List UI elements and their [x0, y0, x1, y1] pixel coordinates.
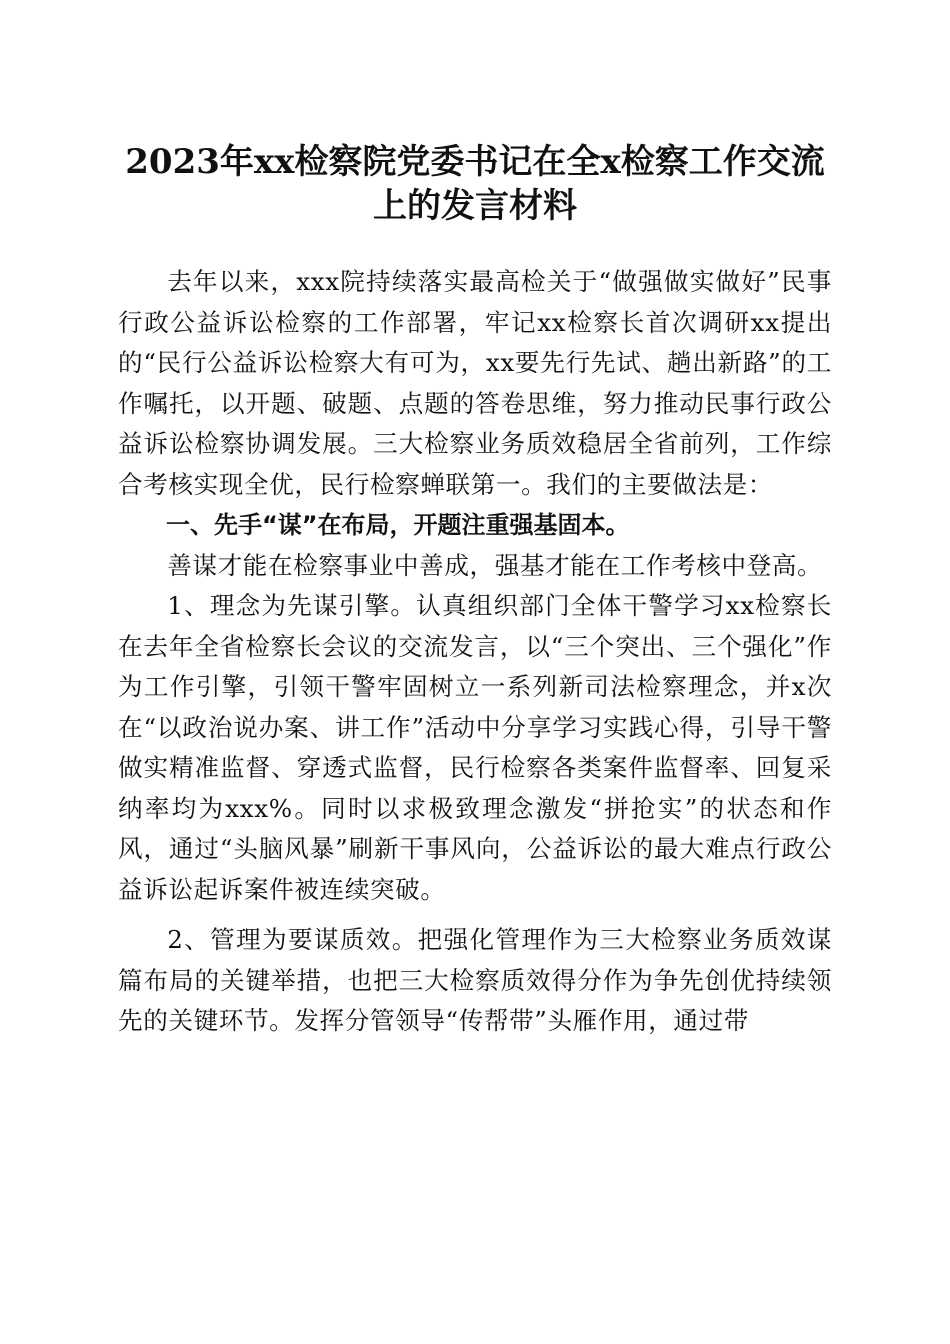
document-body	[118, 262, 832, 1042]
point-2-paragraph: 2、管理为要谋质效。把强化管理作为三大检察业务质效谋篇布局的关键举措，也把三大检察质效得分作为争先创优持续领先的关键环节。发挥分管领导“传帮带”头雁作用，通过带	[118, 925, 832, 1035]
section-1-summary: 善谋才能在检察事业中善成，强基才能在工作考核中登高。	[167, 550, 823, 580]
section-heading-1: 一、先手“谋”在布局，开题注重强基固本。	[166, 511, 630, 539]
intro-paragraph: 去年以来，xxx院持续落实最高检关于“做强做实做好”民事行政公益诉讼检察的工作部署，牢记xx检察长首次调研xx提出的“民行公益诉讼检察大有可为，xx要先行先试、趟出新路”的工作嘱托，以开题、破题、点题的答卷思维，努力推动民事行政公益诉讼检察协调发展。三大检察业务质效稳居全省前列，工作综合考核实现全优，民行检察蝉联第一。我们的主要做法是：	[118, 267, 832, 499]
document-title: 2023年xx检察院党委书记在全x检察工作交流上的发言材料	[125, 142, 825, 226]
paragraph-gap	[118, 910, 832, 920]
point-1-paragraph: 1、理念为先谋引擎。认真组织部门全体干警学习xx检察长在去年全省检察长会议的交流发言，以“三个突出、三个强化”作为工作引擎，引领干警牢固树立一系列新司法检察理念，并x次在“以政治说办案、讲工作”活动中分享学习实践心得，引导干警做实精准监督、穿透式监督，民行检察各类案件监督率、回复采纳率均为xxx%。同时以求极致理念激发“拼抢实”的状态和作风，通过“头脑风暴”刷新干事风向，公益诉讼的最大难点行政公益诉讼起诉案件被连续突破。	[118, 591, 832, 904]
